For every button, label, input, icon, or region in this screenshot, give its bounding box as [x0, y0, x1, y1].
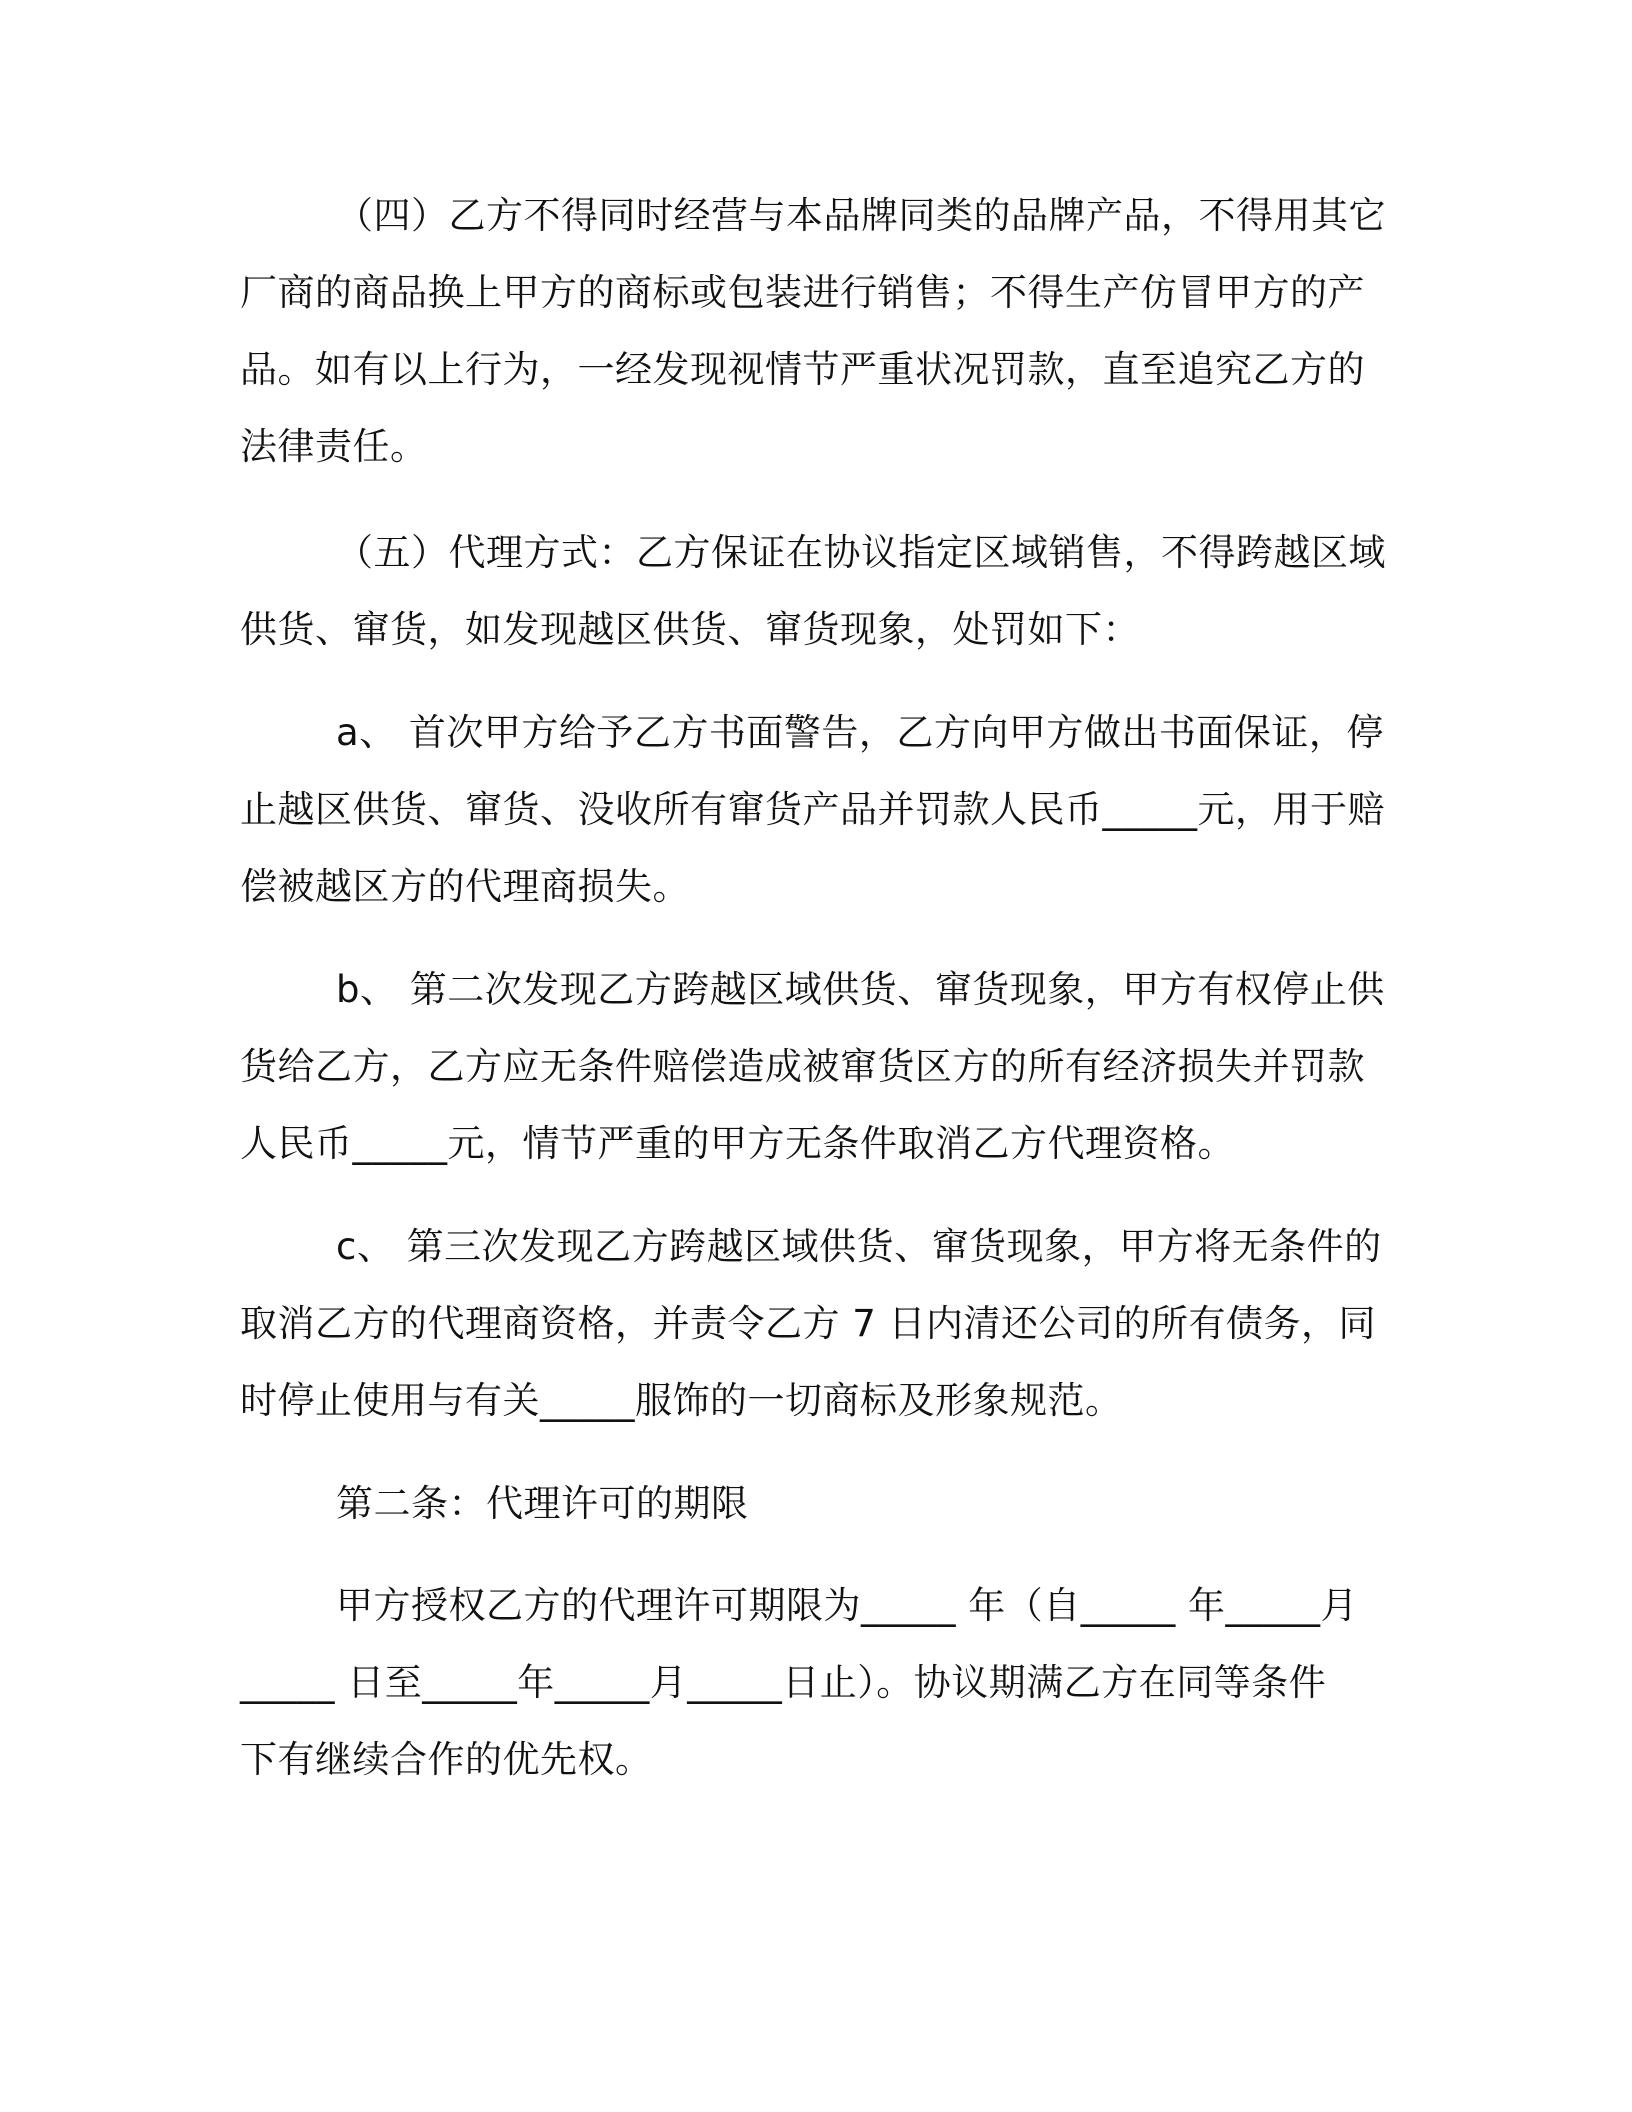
item-a-line-2: 止越区供货、窜货、没收所有窜货产品并罚款人民币_____元，用于赔 — [240, 788, 1385, 831]
item-b-line-2: 货给乙方，乙方应无条件赔偿造成被窜货区方的所有经济损失并罚款 — [240, 1045, 1365, 1088]
clause-5-line-2: 供货、窜货，如发现越区供货、窜货现象，处罚如下： — [240, 608, 1140, 651]
item-c-line-1: c、 第三次发现乙方跨越区域供货、窜货现象，甲方将无条件的 — [336, 1225, 1382, 1268]
clause-4-line-2: 厂商的商品换上甲方的商标或包装进行销售；不得生产仿冒甲方的产 — [240, 271, 1365, 314]
clause-4-paragraph — [240, 177, 1390, 485]
item-b-paragraph — [240, 951, 1390, 1182]
clause-5-paragraph — [240, 514, 1390, 668]
article-2-line-2: _____ 日至_____年_____月_____日止）。协议期满乙方在同等条件 — [240, 1661, 1327, 1704]
item-b-line-3: 人民币_____元，情节严重的甲方无条件取消乙方代理资格。 — [240, 1122, 1235, 1165]
clause-4-line-3: 品。如有以上行为，一经发现视情节严重状况罚款，直至追究乙方的 — [240, 348, 1365, 391]
item-a-line-3: 偿被越区方的代理商损失。 — [240, 865, 690, 908]
item-a-paragraph — [240, 694, 1390, 925]
article-2-line-1: 甲方授权乙方的代理许可期限为_____ 年（自_____ 年_____月 — [336, 1584, 1359, 1627]
item-c-line-3: 时停止使用与有关_____服饰的一切商标及形象规范。 — [240, 1379, 1123, 1422]
item-a-line-1: a、 首次甲方给予乙方书面警告，乙方向甲方做出书面保证，停 — [336, 711, 1384, 754]
clause-5-line-1: （五）代理方式：乙方保证在协议指定区域销售，不得跨越区域 — [336, 531, 1386, 574]
item-b-line-1: b、 第二次发现乙方跨越区域供货、窜货现象，甲方有权停止供 — [336, 968, 1385, 1011]
clause-4-line-4: 法律责任。 — [240, 425, 428, 468]
clause-4-line-1: （四）乙方不得同时经营与本品牌同类的品牌产品，不得用其它 — [336, 194, 1386, 237]
article-2-paragraph — [240, 1567, 1390, 1798]
article-2-heading: 第二条：代理许可的期限 — [336, 1482, 749, 1525]
item-c-line-2: 取消乙方的代理商资格，并责令乙方 7 日内清还公司的所有债务，同 — [240, 1302, 1377, 1345]
item-c-paragraph — [240, 1208, 1390, 1439]
article-2-line-3: 下有继续合作的优先权。 — [240, 1738, 653, 1781]
